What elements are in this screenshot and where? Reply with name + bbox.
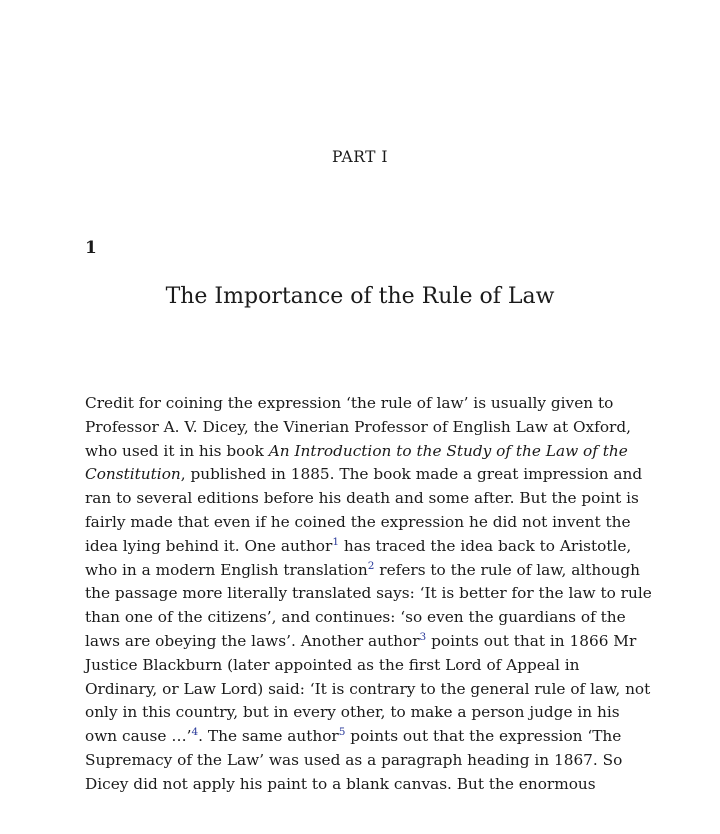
chapter-title: The Importance of the Rule of Law [165, 284, 555, 309]
chapter-number: 1 [85, 238, 97, 258]
footnote-link-1[interactable]: 1 [332, 535, 339, 548]
book-title-italic: Constitution [85, 465, 181, 484]
body-paragraph [85, 392, 652, 797]
footnote-link-4[interactable]: 4 [191, 726, 199, 739]
text-line: only in this country, but in every other, to make a person judge in his [85, 703, 620, 722]
text-line: who in a modern English translation$^2$ refers to the rule of law, although [85, 559, 640, 579]
text-line: own cause …’$^4$. The same author$^5$ points out that the expression ‘The [85, 726, 622, 746]
text-line: than one of the citizens’, and continues: ‘so even the guardians of the [85, 608, 626, 627]
text-line: Dicey did not apply his paint to a blank canvas. But the enormous [85, 774, 596, 793]
text-line: Professor A. V. Dicey, the Vinerian Professor of English Law at Oxford, [85, 417, 631, 436]
text-line: idea lying behind it. One author$^1$ has traced the idea back to Aristotle, [85, 535, 632, 555]
text-line: Constitution, published in 1885. The book made a great impression and [85, 465, 643, 484]
text-line: Credit for coining the expression ‘the rule of law’ is usually given to [85, 394, 614, 412]
part-label: PART I [332, 148, 388, 166]
text-line: Justice Blackburn (later appointed as the first Lord of Appeal in [85, 655, 580, 674]
footnote-link-2[interactable]: 2 [367, 559, 375, 572]
text-line: ran to several editions before his death and some after. But the point is [85, 489, 639, 508]
footnote-link-3[interactable]: 3 [419, 630, 427, 643]
book-title-italic: An Introduction to the Study of the Law of the [268, 441, 628, 460]
footnote-link-5[interactable]: 5 [338, 726, 346, 739]
text-line: the passage more literally translated says: ‘It is better for the law to rule [85, 584, 652, 603]
text-line: Ordinary, or Law Lord) said: ‘It is contrary to the general rule of law, not [85, 679, 651, 698]
text-line: fairly made that even if he coined the expression he did not invent the [85, 512, 631, 531]
text-line: Supremacy of the Law’ was used as a paragraph heading in 1867. So [85, 750, 623, 769]
text-line: laws are obeying the laws’. Another author$^3$ points out that in 1866 Mr [85, 630, 637, 650]
text-line: who used it in his book An Introduction to the Study of the Law of the [85, 441, 628, 460]
